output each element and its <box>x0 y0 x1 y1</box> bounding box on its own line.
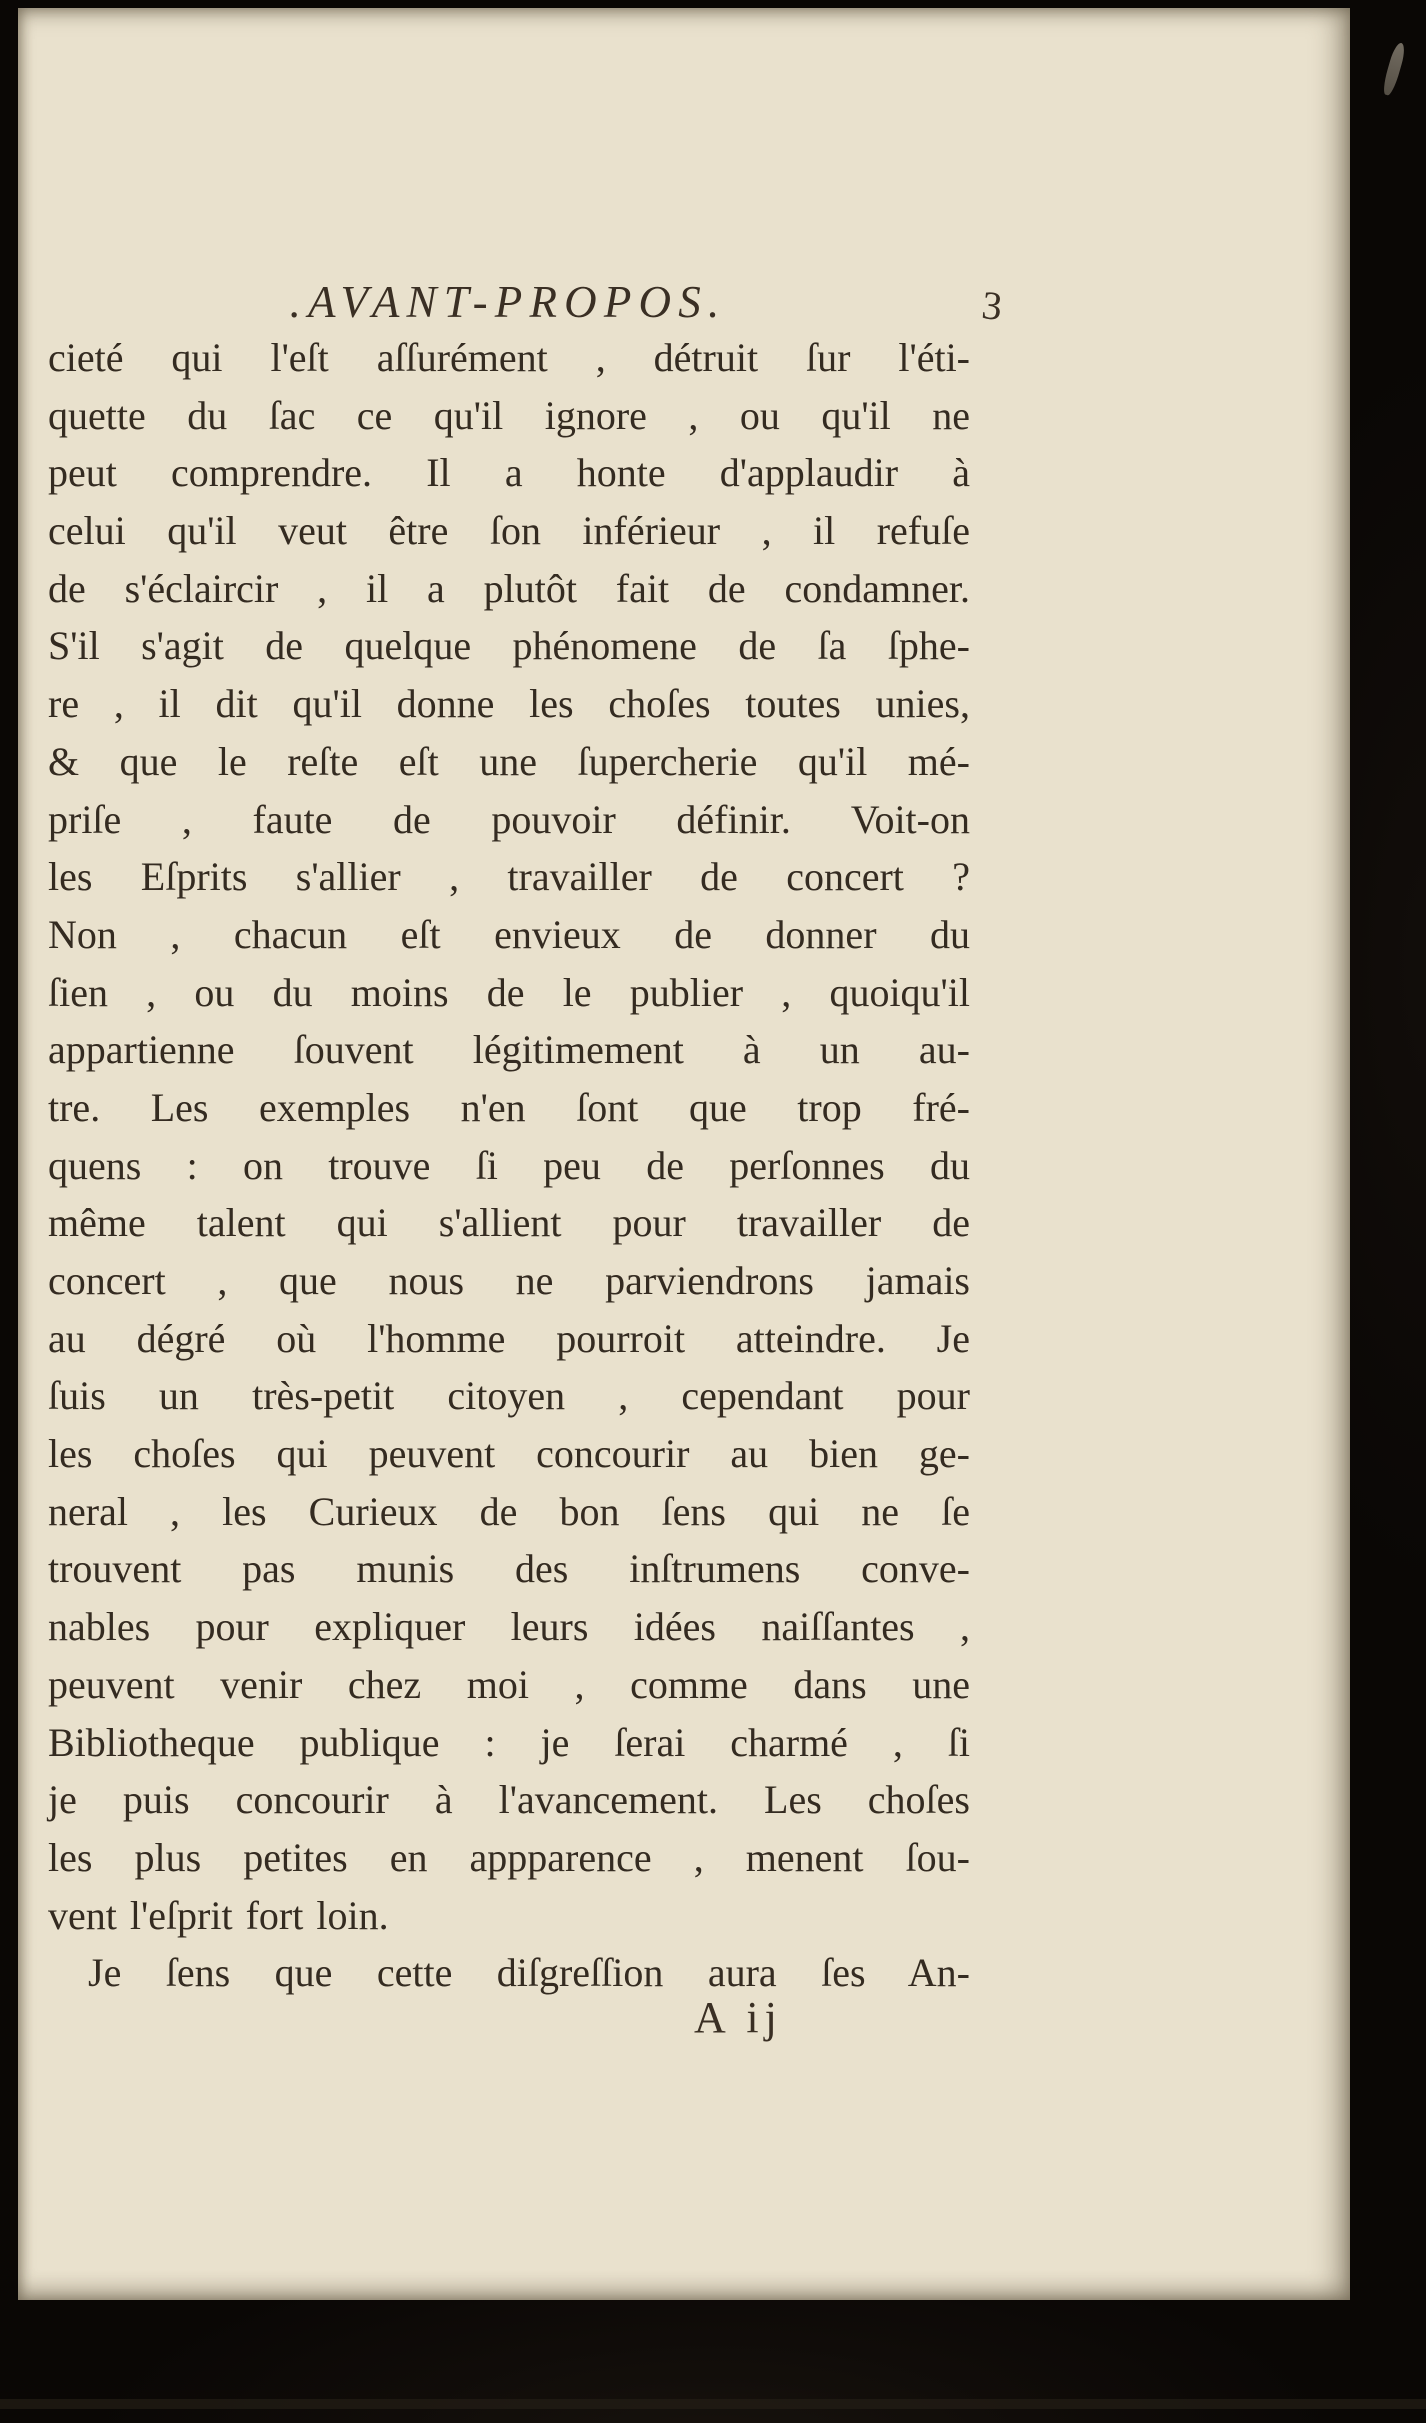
running-title: .AVANT-PROPOS. <box>289 277 727 327</box>
text-line: quette du ſac ce qu'il ignore , ou qu'il ne <box>48 392 970 438</box>
text-line: & que le reſte eſt une ſupercherie qu'il mé- <box>48 738 970 784</box>
text-line: je puis concourir à l'avancement. Les choſes <box>48 1777 970 1823</box>
text-line: S'il s'agit de quelque phénomene de ſa ſphe- <box>48 623 970 669</box>
book-page <box>18 8 1350 2300</box>
signature-mark: A ij <box>694 1993 783 2042</box>
text-line: ſuis un très-petit citoyen , cependant pour <box>48 1373 970 1419</box>
page-number: 3 <box>979 282 1005 329</box>
body-text <box>48 334 970 2007</box>
text-line: peut comprendre. Il a honte d'applaudir à <box>48 450 970 496</box>
text-line: au dégré où l'homme pourroit atteindre. Je <box>48 1315 970 1361</box>
text-line: les Eſprits s'allier , travailler de concert ? <box>48 854 970 900</box>
text-line: de s'éclaircir , il a plutôt fait de condamner. <box>48 565 970 611</box>
scan-edge-strip <box>0 2399 1426 2409</box>
text-line: vent l'eſprit fort loin. <box>48 1892 389 1938</box>
text-line: nables pour expliquer leurs idées naiſſantes , <box>48 1604 970 1650</box>
text-line: les choſes qui peuvent concourir au bien ge- <box>48 1431 970 1477</box>
text-line: appartienne ſouvent légitimement à un au- <box>48 1027 970 1073</box>
text-line: Bibliotheque publique : je ſerai charmé , ſi <box>48 1719 970 1765</box>
text-line: quens : on trouve ſi peu de perſonnes du <box>48 1142 970 1188</box>
text-line: les plus petites en appparence , menent ſou- <box>48 1834 970 1880</box>
text-line: trouvent pas munis des inſtrumens conve- <box>48 1546 970 1592</box>
text-line: celui qu'il veut être ſon inférieur , il refuſe <box>48 508 970 554</box>
text-line: neral , les Curieux de bon ſens qui ne ſe <box>48 1488 970 1534</box>
text-line: Non , chacun eſt envieux de donner du <box>48 911 970 957</box>
text-line: même talent qui s'allient pour travailler de <box>48 1200 970 1246</box>
text-line: cieté qui l'eſt aſſurément , détruit ſur l'éti- <box>48 335 970 380</box>
text-line: Je ſens que cette diſgreſſion aura ſes An- <box>88 1950 970 1996</box>
text-line: ſien , ou du moins de le publier , quoiqu'il <box>48 969 970 1015</box>
text-line: re , il dit qu'il donne les choſes toutes unies, <box>48 681 970 727</box>
text-line: peuvent venir chez moi , comme dans une <box>48 1661 970 1707</box>
text-line: priſe , faute de pouvoir définir. Voit-on <box>48 796 970 842</box>
text-line: concert , que nous ne parviendrons jamais <box>48 1258 970 1303</box>
text-line: tre. Les exemples n'en ſont que trop fré- <box>48 1084 970 1130</box>
